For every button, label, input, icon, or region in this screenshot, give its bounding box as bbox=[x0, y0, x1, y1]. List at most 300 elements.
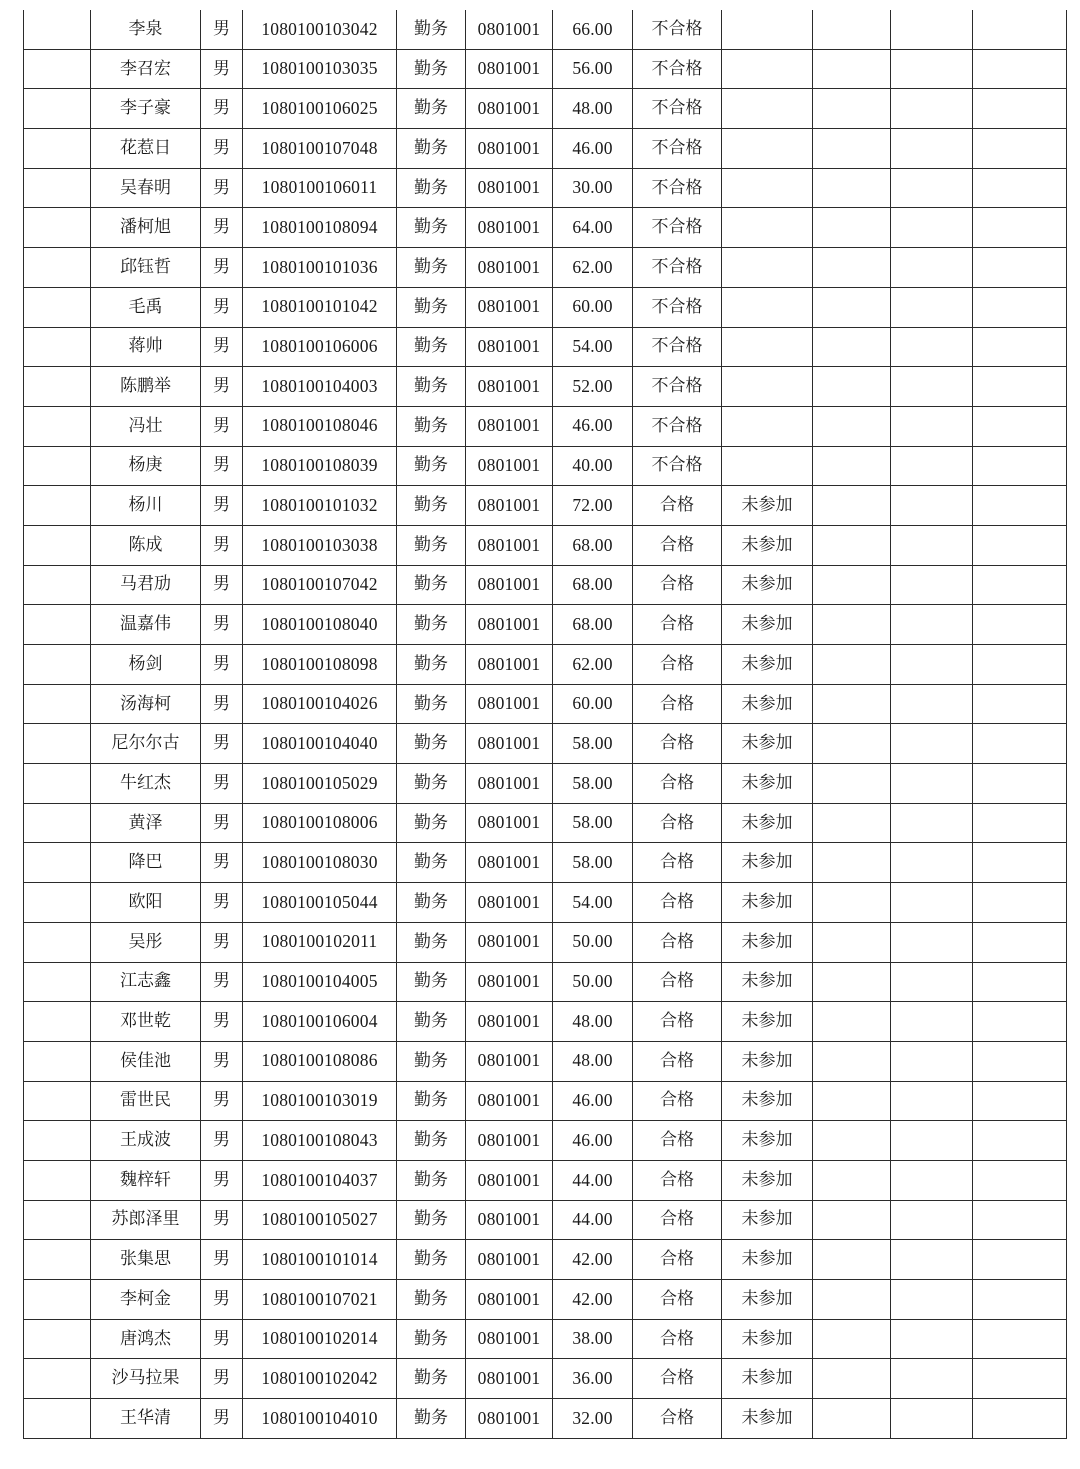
exam-id-cell: 1080100103035 bbox=[243, 49, 397, 89]
position-cell: 勤务 bbox=[397, 168, 466, 208]
score-cell: 68.00 bbox=[553, 565, 633, 605]
empty-cell bbox=[891, 1359, 973, 1399]
position-code-cell: 0801001 bbox=[466, 89, 553, 129]
gender-cell: 男 bbox=[201, 565, 243, 605]
table-row bbox=[24, 1041, 1067, 1081]
empty-cell bbox=[891, 843, 973, 883]
participation-cell: 未参加 bbox=[722, 962, 813, 1002]
empty-cell bbox=[973, 1121, 1067, 1161]
score-cell: 32.00 bbox=[553, 1399, 633, 1439]
empty-cell bbox=[973, 248, 1067, 288]
exam-id-cell: 1080100106004 bbox=[243, 1002, 397, 1042]
exam-id-cell: 1080100106025 bbox=[243, 89, 397, 129]
empty-cell bbox=[891, 1319, 973, 1359]
results-table bbox=[23, 10, 1067, 1439]
empty-cell bbox=[973, 287, 1067, 327]
row-blank-cell bbox=[24, 605, 91, 645]
table-row bbox=[24, 525, 1067, 565]
empty-cell bbox=[891, 1399, 973, 1439]
empty-cell bbox=[891, 724, 973, 764]
position-cell: 勤务 bbox=[397, 486, 466, 526]
participation-cell bbox=[722, 406, 813, 446]
pass-status-cell: 合格 bbox=[633, 883, 722, 923]
pass-status-cell: 不合格 bbox=[633, 208, 722, 248]
exam-id-cell: 1080100108094 bbox=[243, 208, 397, 248]
exam-id-cell: 1080100101036 bbox=[243, 248, 397, 288]
participation-cell bbox=[722, 248, 813, 288]
pass-status-cell: 不合格 bbox=[633, 406, 722, 446]
empty-cell bbox=[973, 962, 1067, 1002]
row-blank-cell bbox=[24, 1359, 91, 1399]
empty-cell bbox=[973, 446, 1067, 486]
position-cell: 勤务 bbox=[397, 367, 466, 407]
empty-cell bbox=[973, 89, 1067, 129]
position-code-cell: 0801001 bbox=[466, 1399, 553, 1439]
gender-cell: 男 bbox=[201, 327, 243, 367]
empty-cell bbox=[813, 1240, 891, 1280]
table-row bbox=[24, 327, 1067, 367]
empty-cell bbox=[973, 645, 1067, 685]
candidate-name-cell: 雷世民 bbox=[91, 1081, 201, 1121]
empty-cell bbox=[813, 327, 891, 367]
exam-id-cell: 1080100105044 bbox=[243, 883, 397, 923]
candidate-name-cell: 唐鸿杰 bbox=[91, 1319, 201, 1359]
score-cell: 68.00 bbox=[553, 525, 633, 565]
empty-cell bbox=[813, 684, 891, 724]
table-row bbox=[24, 1359, 1067, 1399]
score-cell: 62.00 bbox=[553, 248, 633, 288]
position-code-cell: 0801001 bbox=[466, 525, 553, 565]
gender-cell: 男 bbox=[201, 248, 243, 288]
empty-cell bbox=[891, 1002, 973, 1042]
position-code-cell: 0801001 bbox=[466, 287, 553, 327]
gender-cell: 男 bbox=[201, 446, 243, 486]
score-cell: 58.00 bbox=[553, 764, 633, 804]
row-blank-cell bbox=[24, 1240, 91, 1280]
empty-cell bbox=[973, 327, 1067, 367]
empty-cell bbox=[813, 883, 891, 923]
exam-id-cell: 1080100101042 bbox=[243, 287, 397, 327]
empty-cell bbox=[891, 922, 973, 962]
position-code-cell: 0801001 bbox=[466, 208, 553, 248]
participation-cell bbox=[722, 129, 813, 169]
empty-cell bbox=[813, 1280, 891, 1320]
row-blank-cell bbox=[24, 922, 91, 962]
candidate-name-cell: 欧阳 bbox=[91, 883, 201, 923]
position-cell: 勤务 bbox=[397, 724, 466, 764]
position-cell: 勤务 bbox=[397, 1160, 466, 1200]
row-blank-cell bbox=[24, 883, 91, 923]
empty-cell bbox=[973, 168, 1067, 208]
pass-status-cell: 合格 bbox=[633, 525, 722, 565]
candidate-name-cell: 李泉 bbox=[91, 10, 201, 49]
participation-cell: 未参加 bbox=[722, 1200, 813, 1240]
gender-cell: 男 bbox=[201, 208, 243, 248]
empty-cell bbox=[813, 168, 891, 208]
position-cell: 勤务 bbox=[397, 843, 466, 883]
pass-status-cell: 不合格 bbox=[633, 367, 722, 407]
score-cell: 44.00 bbox=[553, 1200, 633, 1240]
position-cell: 勤务 bbox=[397, 287, 466, 327]
exam-id-cell: 1080100108098 bbox=[243, 645, 397, 685]
row-blank-cell bbox=[24, 49, 91, 89]
empty-cell bbox=[891, 208, 973, 248]
position-code-cell: 0801001 bbox=[466, 883, 553, 923]
pass-status-cell: 不合格 bbox=[633, 129, 722, 169]
participation-cell: 未参加 bbox=[722, 525, 813, 565]
empty-cell bbox=[973, 1041, 1067, 1081]
score-cell: 58.00 bbox=[553, 843, 633, 883]
gender-cell: 男 bbox=[201, 1200, 243, 1240]
candidate-name-cell: 张集思 bbox=[91, 1240, 201, 1280]
pass-status-cell: 合格 bbox=[633, 1081, 722, 1121]
empty-cell bbox=[813, 1160, 891, 1200]
pass-status-cell: 合格 bbox=[633, 1041, 722, 1081]
empty-cell bbox=[813, 367, 891, 407]
candidate-name-cell: 李柯金 bbox=[91, 1280, 201, 1320]
empty-cell bbox=[813, 1399, 891, 1439]
pass-status-cell: 合格 bbox=[633, 1280, 722, 1320]
candidate-name-cell: 汤海柯 bbox=[91, 684, 201, 724]
exam-id-cell: 1080100104010 bbox=[243, 1399, 397, 1439]
pass-status-cell: 不合格 bbox=[633, 49, 722, 89]
exam-id-cell: 1080100107048 bbox=[243, 129, 397, 169]
participation-cell: 未参加 bbox=[722, 803, 813, 843]
empty-cell bbox=[813, 525, 891, 565]
empty-cell bbox=[813, 287, 891, 327]
position-code-cell: 0801001 bbox=[466, 565, 553, 605]
empty-cell bbox=[813, 1002, 891, 1042]
score-cell: 68.00 bbox=[553, 605, 633, 645]
position-code-cell: 0801001 bbox=[466, 803, 553, 843]
empty-cell bbox=[891, 645, 973, 685]
position-cell: 勤务 bbox=[397, 684, 466, 724]
position-code-cell: 0801001 bbox=[466, 724, 553, 764]
participation-cell: 未参加 bbox=[722, 645, 813, 685]
empty-cell bbox=[973, 803, 1067, 843]
gender-cell: 男 bbox=[201, 1002, 243, 1042]
score-cell: 52.00 bbox=[553, 367, 633, 407]
gender-cell: 男 bbox=[201, 486, 243, 526]
participation-cell: 未参加 bbox=[722, 684, 813, 724]
row-blank-cell bbox=[24, 843, 91, 883]
position-code-cell: 0801001 bbox=[466, 605, 553, 645]
candidate-name-cell: 温嘉伟 bbox=[91, 605, 201, 645]
score-cell: 66.00 bbox=[553, 10, 633, 49]
empty-cell bbox=[813, 89, 891, 129]
gender-cell: 男 bbox=[201, 89, 243, 129]
score-cell: 44.00 bbox=[553, 1160, 633, 1200]
table-row bbox=[24, 883, 1067, 923]
empty-cell bbox=[973, 1240, 1067, 1280]
empty-cell bbox=[813, 446, 891, 486]
position-code-cell: 0801001 bbox=[466, 1121, 553, 1161]
pass-status-cell: 合格 bbox=[633, 1240, 722, 1280]
empty-cell bbox=[813, 724, 891, 764]
participation-cell: 未参加 bbox=[722, 883, 813, 923]
position-cell: 勤务 bbox=[397, 10, 466, 49]
pass-status-cell: 合格 bbox=[633, 1002, 722, 1042]
row-blank-cell bbox=[24, 367, 91, 407]
table-row bbox=[24, 1160, 1067, 1200]
position-cell: 勤务 bbox=[397, 1081, 466, 1121]
empty-cell bbox=[973, 1081, 1067, 1121]
row-blank-cell bbox=[24, 684, 91, 724]
position-code-cell: 0801001 bbox=[466, 1200, 553, 1240]
table-row bbox=[24, 406, 1067, 446]
table-row bbox=[24, 565, 1067, 605]
participation-cell: 未参加 bbox=[722, 922, 813, 962]
empty-cell bbox=[891, 327, 973, 367]
row-blank-cell bbox=[24, 1121, 91, 1161]
position-cell: 勤务 bbox=[397, 248, 466, 288]
participation-cell bbox=[722, 208, 813, 248]
position-code-cell: 0801001 bbox=[466, 1002, 553, 1042]
score-cell: 36.00 bbox=[553, 1359, 633, 1399]
position-cell: 勤务 bbox=[397, 883, 466, 923]
empty-cell bbox=[973, 843, 1067, 883]
table-row bbox=[24, 89, 1067, 129]
empty-cell bbox=[813, 962, 891, 1002]
exam-id-cell: 1080100106006 bbox=[243, 327, 397, 367]
exam-id-cell: 1080100102014 bbox=[243, 1319, 397, 1359]
row-blank-cell bbox=[24, 525, 91, 565]
empty-cell bbox=[813, 1319, 891, 1359]
position-code-cell: 0801001 bbox=[466, 843, 553, 883]
exam-id-cell: 1080100104005 bbox=[243, 962, 397, 1002]
candidate-name-cell: 冯壮 bbox=[91, 406, 201, 446]
empty-cell bbox=[813, 605, 891, 645]
participation-cell: 未参加 bbox=[722, 565, 813, 605]
empty-cell bbox=[813, 208, 891, 248]
table-row bbox=[24, 1240, 1067, 1280]
score-cell: 30.00 bbox=[553, 168, 633, 208]
table-row bbox=[24, 1121, 1067, 1161]
gender-cell: 男 bbox=[201, 367, 243, 407]
empty-cell bbox=[813, 1359, 891, 1399]
gender-cell: 男 bbox=[201, 645, 243, 685]
row-blank-cell bbox=[24, 287, 91, 327]
pass-status-cell: 不合格 bbox=[633, 446, 722, 486]
position-code-cell: 0801001 bbox=[466, 764, 553, 804]
row-blank-cell bbox=[24, 1081, 91, 1121]
candidate-name-cell: 牛红杰 bbox=[91, 764, 201, 804]
pass-status-cell: 合格 bbox=[633, 1160, 722, 1200]
position-cell: 勤务 bbox=[397, 605, 466, 645]
results-table-body bbox=[24, 10, 1067, 1438]
row-blank-cell bbox=[24, 1200, 91, 1240]
table-row bbox=[24, 1200, 1067, 1240]
participation-cell: 未参加 bbox=[722, 1359, 813, 1399]
participation-cell bbox=[722, 327, 813, 367]
pass-status-cell: 合格 bbox=[633, 1319, 722, 1359]
table-row bbox=[24, 922, 1067, 962]
empty-cell bbox=[891, 49, 973, 89]
table-row bbox=[24, 129, 1067, 169]
gender-cell: 男 bbox=[201, 883, 243, 923]
score-cell: 54.00 bbox=[553, 883, 633, 923]
position-cell: 勤务 bbox=[397, 962, 466, 1002]
row-blank-cell bbox=[24, 962, 91, 1002]
gender-cell: 男 bbox=[201, 1319, 243, 1359]
gender-cell: 男 bbox=[201, 49, 243, 89]
row-blank-cell bbox=[24, 1319, 91, 1359]
empty-cell bbox=[891, 1280, 973, 1320]
participation-cell: 未参加 bbox=[722, 764, 813, 804]
position-cell: 勤务 bbox=[397, 327, 466, 367]
pass-status-cell: 不合格 bbox=[633, 248, 722, 288]
position-code-cell: 0801001 bbox=[466, 486, 553, 526]
exam-id-cell: 1080100107021 bbox=[243, 1280, 397, 1320]
empty-cell bbox=[891, 248, 973, 288]
empty-cell bbox=[973, 129, 1067, 169]
position-cell: 勤务 bbox=[397, 208, 466, 248]
row-blank-cell bbox=[24, 10, 91, 49]
participation-cell: 未参加 bbox=[722, 843, 813, 883]
exam-id-cell: 1080100101032 bbox=[243, 486, 397, 526]
pass-status-cell: 合格 bbox=[633, 1121, 722, 1161]
position-cell: 勤务 bbox=[397, 446, 466, 486]
empty-cell bbox=[973, 883, 1067, 923]
gender-cell: 男 bbox=[201, 168, 243, 208]
row-blank-cell bbox=[24, 803, 91, 843]
candidate-name-cell: 李召宏 bbox=[91, 49, 201, 89]
gender-cell: 男 bbox=[201, 1240, 243, 1280]
score-cell: 42.00 bbox=[553, 1280, 633, 1320]
table-row bbox=[24, 764, 1067, 804]
pass-status-cell: 合格 bbox=[633, 565, 722, 605]
empty-cell bbox=[891, 962, 973, 1002]
score-cell: 48.00 bbox=[553, 1041, 633, 1081]
row-blank-cell bbox=[24, 446, 91, 486]
empty-cell bbox=[891, 1240, 973, 1280]
candidate-name-cell: 杨庚 bbox=[91, 446, 201, 486]
row-blank-cell bbox=[24, 1041, 91, 1081]
pass-status-cell: 合格 bbox=[633, 486, 722, 526]
score-cell: 48.00 bbox=[553, 1002, 633, 1042]
empty-cell bbox=[973, 764, 1067, 804]
candidate-name-cell: 马君劢 bbox=[91, 565, 201, 605]
empty-cell bbox=[973, 406, 1067, 446]
empty-cell bbox=[973, 1359, 1067, 1399]
empty-cell bbox=[973, 1200, 1067, 1240]
row-blank-cell bbox=[24, 645, 91, 685]
table-row bbox=[24, 1399, 1067, 1439]
position-code-cell: 0801001 bbox=[466, 327, 553, 367]
empty-cell bbox=[813, 565, 891, 605]
position-code-cell: 0801001 bbox=[466, 1041, 553, 1081]
empty-cell bbox=[813, 486, 891, 526]
position-cell: 勤务 bbox=[397, 922, 466, 962]
position-cell: 勤务 bbox=[397, 565, 466, 605]
empty-cell bbox=[973, 605, 1067, 645]
participation-cell bbox=[722, 446, 813, 486]
score-cell: 64.00 bbox=[553, 208, 633, 248]
score-cell: 46.00 bbox=[553, 1121, 633, 1161]
empty-cell bbox=[891, 1160, 973, 1200]
score-cell: 40.00 bbox=[553, 446, 633, 486]
empty-cell bbox=[973, 525, 1067, 565]
table-row bbox=[24, 1280, 1067, 1320]
candidate-name-cell: 黄泽 bbox=[91, 803, 201, 843]
empty-cell bbox=[891, 367, 973, 407]
pass-status-cell: 合格 bbox=[633, 843, 722, 883]
position-cell: 勤务 bbox=[397, 803, 466, 843]
empty-cell bbox=[973, 367, 1067, 407]
exam-id-cell: 1080100107042 bbox=[243, 565, 397, 605]
position-code-cell: 0801001 bbox=[466, 1280, 553, 1320]
table-row bbox=[24, 208, 1067, 248]
position-code-cell: 0801001 bbox=[466, 1359, 553, 1399]
exam-id-cell: 1080100103038 bbox=[243, 525, 397, 565]
gender-cell: 男 bbox=[201, 1359, 243, 1399]
row-blank-cell bbox=[24, 1160, 91, 1200]
gender-cell: 男 bbox=[201, 1041, 243, 1081]
score-cell: 54.00 bbox=[553, 327, 633, 367]
candidate-name-cell: 杨川 bbox=[91, 486, 201, 526]
participation-cell: 未参加 bbox=[722, 1319, 813, 1359]
score-cell: 60.00 bbox=[553, 287, 633, 327]
position-code-cell: 0801001 bbox=[466, 367, 553, 407]
position-cell: 勤务 bbox=[397, 645, 466, 685]
position-code-cell: 0801001 bbox=[466, 129, 553, 169]
candidate-name-cell: 尼尔尔古 bbox=[91, 724, 201, 764]
row-blank-cell bbox=[24, 89, 91, 129]
gender-cell: 男 bbox=[201, 1160, 243, 1200]
exam-id-cell: 1080100105029 bbox=[243, 764, 397, 804]
score-cell: 48.00 bbox=[553, 89, 633, 129]
row-blank-cell bbox=[24, 129, 91, 169]
position-code-cell: 0801001 bbox=[466, 962, 553, 1002]
gender-cell: 男 bbox=[201, 803, 243, 843]
score-cell: 72.00 bbox=[553, 486, 633, 526]
empty-cell bbox=[891, 1121, 973, 1161]
gender-cell: 男 bbox=[201, 1280, 243, 1320]
exam-id-cell: 1080100108046 bbox=[243, 406, 397, 446]
candidate-name-cell: 潘柯旭 bbox=[91, 208, 201, 248]
position-code-cell: 0801001 bbox=[466, 684, 553, 724]
position-cell: 勤务 bbox=[397, 1200, 466, 1240]
position-cell: 勤务 bbox=[397, 1121, 466, 1161]
row-blank-cell bbox=[24, 327, 91, 367]
pass-status-cell: 合格 bbox=[633, 1359, 722, 1399]
empty-cell bbox=[973, 1160, 1067, 1200]
gender-cell: 男 bbox=[201, 406, 243, 446]
table-row bbox=[24, 605, 1067, 645]
table-row bbox=[24, 1002, 1067, 1042]
gender-cell: 男 bbox=[201, 605, 243, 645]
empty-cell bbox=[973, 208, 1067, 248]
empty-cell bbox=[973, 922, 1067, 962]
position-code-cell: 0801001 bbox=[466, 10, 553, 49]
row-blank-cell bbox=[24, 1280, 91, 1320]
candidate-name-cell: 降巴 bbox=[91, 843, 201, 883]
empty-cell bbox=[973, 1280, 1067, 1320]
exam-id-cell: 1080100105027 bbox=[243, 1200, 397, 1240]
candidate-name-cell: 沙马拉果 bbox=[91, 1359, 201, 1399]
table-row bbox=[24, 803, 1067, 843]
exam-id-cell: 1080100108043 bbox=[243, 1121, 397, 1161]
empty-cell bbox=[813, 1041, 891, 1081]
candidate-name-cell: 吴彤 bbox=[91, 922, 201, 962]
empty-cell bbox=[973, 486, 1067, 526]
candidate-name-cell: 邱钰哲 bbox=[91, 248, 201, 288]
position-cell: 勤务 bbox=[397, 1359, 466, 1399]
participation-cell bbox=[722, 49, 813, 89]
candidate-name-cell: 邓世乾 bbox=[91, 1002, 201, 1042]
table-row bbox=[24, 1081, 1067, 1121]
participation-cell bbox=[722, 10, 813, 49]
